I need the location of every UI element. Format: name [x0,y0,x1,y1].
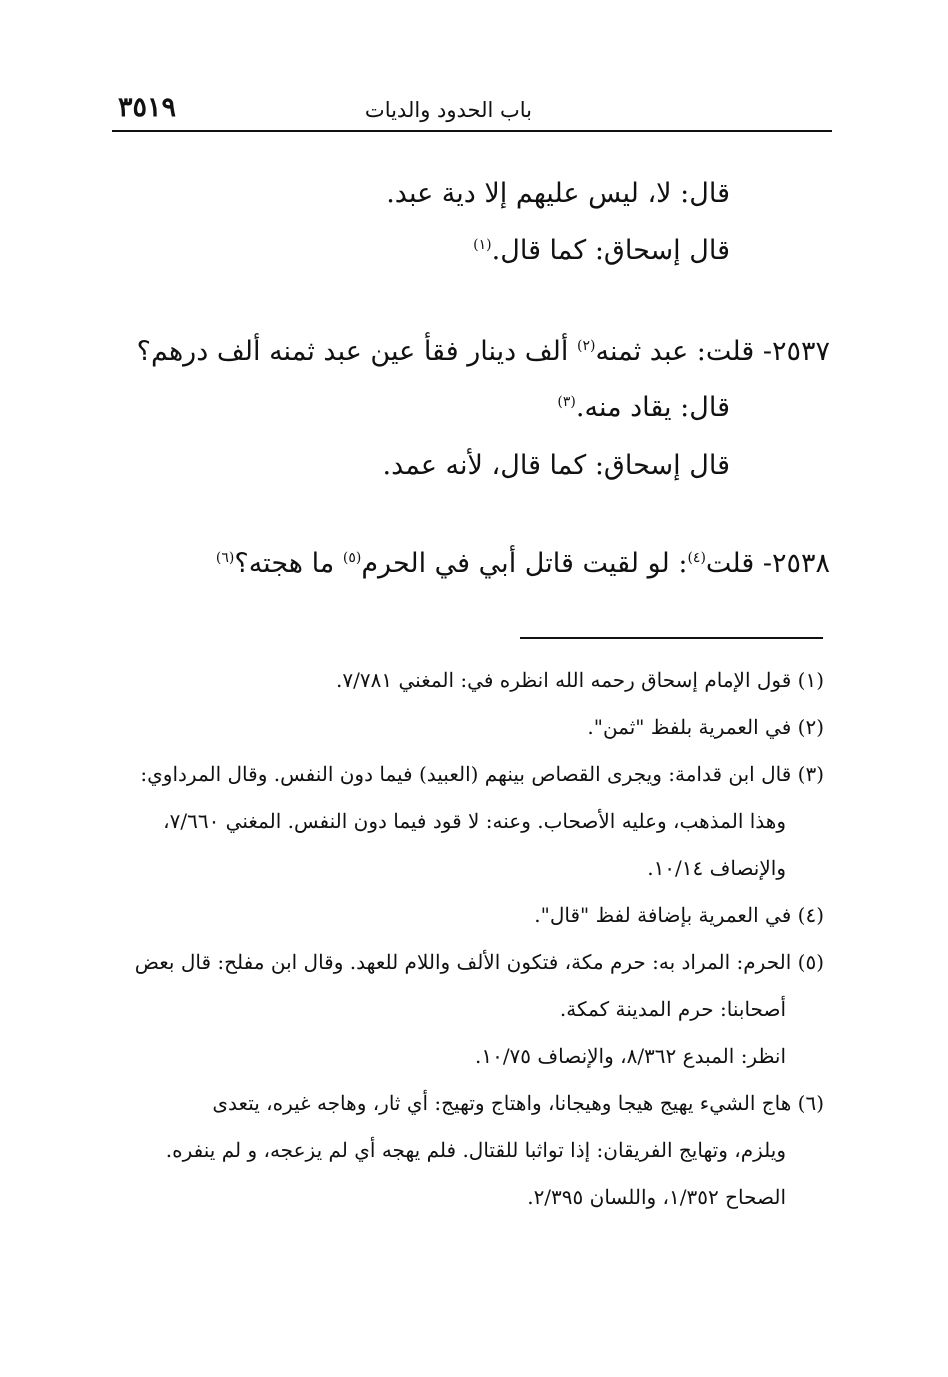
footnote-6-line-2: ويلزم، وتهايج الفريقان: إذا تواثبا للقتال. فلم يهجه أي لم يزعجه، و لم ينفره. [165,1138,786,1162]
answer-line-1 [130,178,730,210]
answer-text: قال: يقاد منه. [575,392,730,423]
ishaq-text: قال إسحاق: كما قال، لأنه عمد. [382,450,730,481]
question-2537-part-a: ٢٥٣٧- قلت: عبد ثمنه [595,336,830,367]
question-2538 [130,548,830,580]
footnote-6-line-1: (٦) هاج الشيء يهيج هيجا وهيجانا، واهتاج وتهيج: أي ثار، وهاجه غيره، يتعدى [212,1091,824,1115]
footnote-ref-6: (٦) [215,550,235,566]
footnote-ref-3: (٣) [557,394,576,410]
answer-line-2 [130,392,730,424]
question-2537 [130,336,830,368]
header-rule [112,130,832,132]
answer-text: قال: لا، ليس عليهم إلا دية عبد. [386,178,730,209]
footnote-3-line-2: وهذا المذهب، وعليه الأصحاب. وعنه: لا قود فيما دون النفس. المغني ٧/٦٦٠، [163,809,786,833]
footnote-3-line-1: (٣) قال ابن قدامة: ويجرى القصاص بينهم (العبيد) فيما دون النفس. وقال المرداوي: [140,762,824,786]
footnote-5-line-3: انظر: المبدع ٨/٣٦٢، والإنصاف ١٠/٧٥. [474,1044,786,1068]
footnote-2: (٢) في العمرية بلفظ "ثمن". [587,715,824,739]
ishaq-text: قال إسحاق: كما قال. [491,235,730,266]
question-2538-part-a: ٢٥٣٨- قلت [705,548,830,579]
footnote-ref-1: (١) [473,237,492,253]
footnote-5-line-1: (٥) الحرم: المراد به: حرم مكة، فتكون الألف واللام للعهد. وقال ابن مفلح: قال بعض [134,950,824,974]
page-number: ٣٥١٩ [118,92,177,123]
footnote-3-line-3: والإنصاف ١٠/١٤. [647,856,786,880]
chapter-title: باب الحدود والديات [364,98,532,122]
question-2537-part-b: ألف دينار فقأ عين عبد ثمنه ألف درهم؟ [136,336,577,367]
footnote-1: (١) قول الإمام إسحاق رحمه الله انظره في: المغني ٧/٧٨١. [336,668,824,692]
question-2538-part-b: : لو لقيت قاتل أبي في الحرم [361,548,688,579]
running-header [112,92,832,132]
footnote-6-line-3: الصحاح ١/٣٥٢، واللسان ٢/٣٩٥. [527,1185,786,1209]
footnote-ref-4: (٤) [687,550,706,566]
footnote-4: (٤) في العمرية بإضافة لفظ "قال". [534,903,824,927]
question-2538-part-c: ما هجته؟ [234,548,343,579]
footnote-5-line-2: أصحابنا: حرم المدينة كمكة. [559,997,786,1021]
footnote-separator [520,637,823,639]
ishaq-line-2 [130,450,730,482]
ishaq-line-1 [130,235,730,267]
footnote-ref-2: (٢) [577,338,596,354]
footnote-ref-5: (٥) [342,550,362,566]
